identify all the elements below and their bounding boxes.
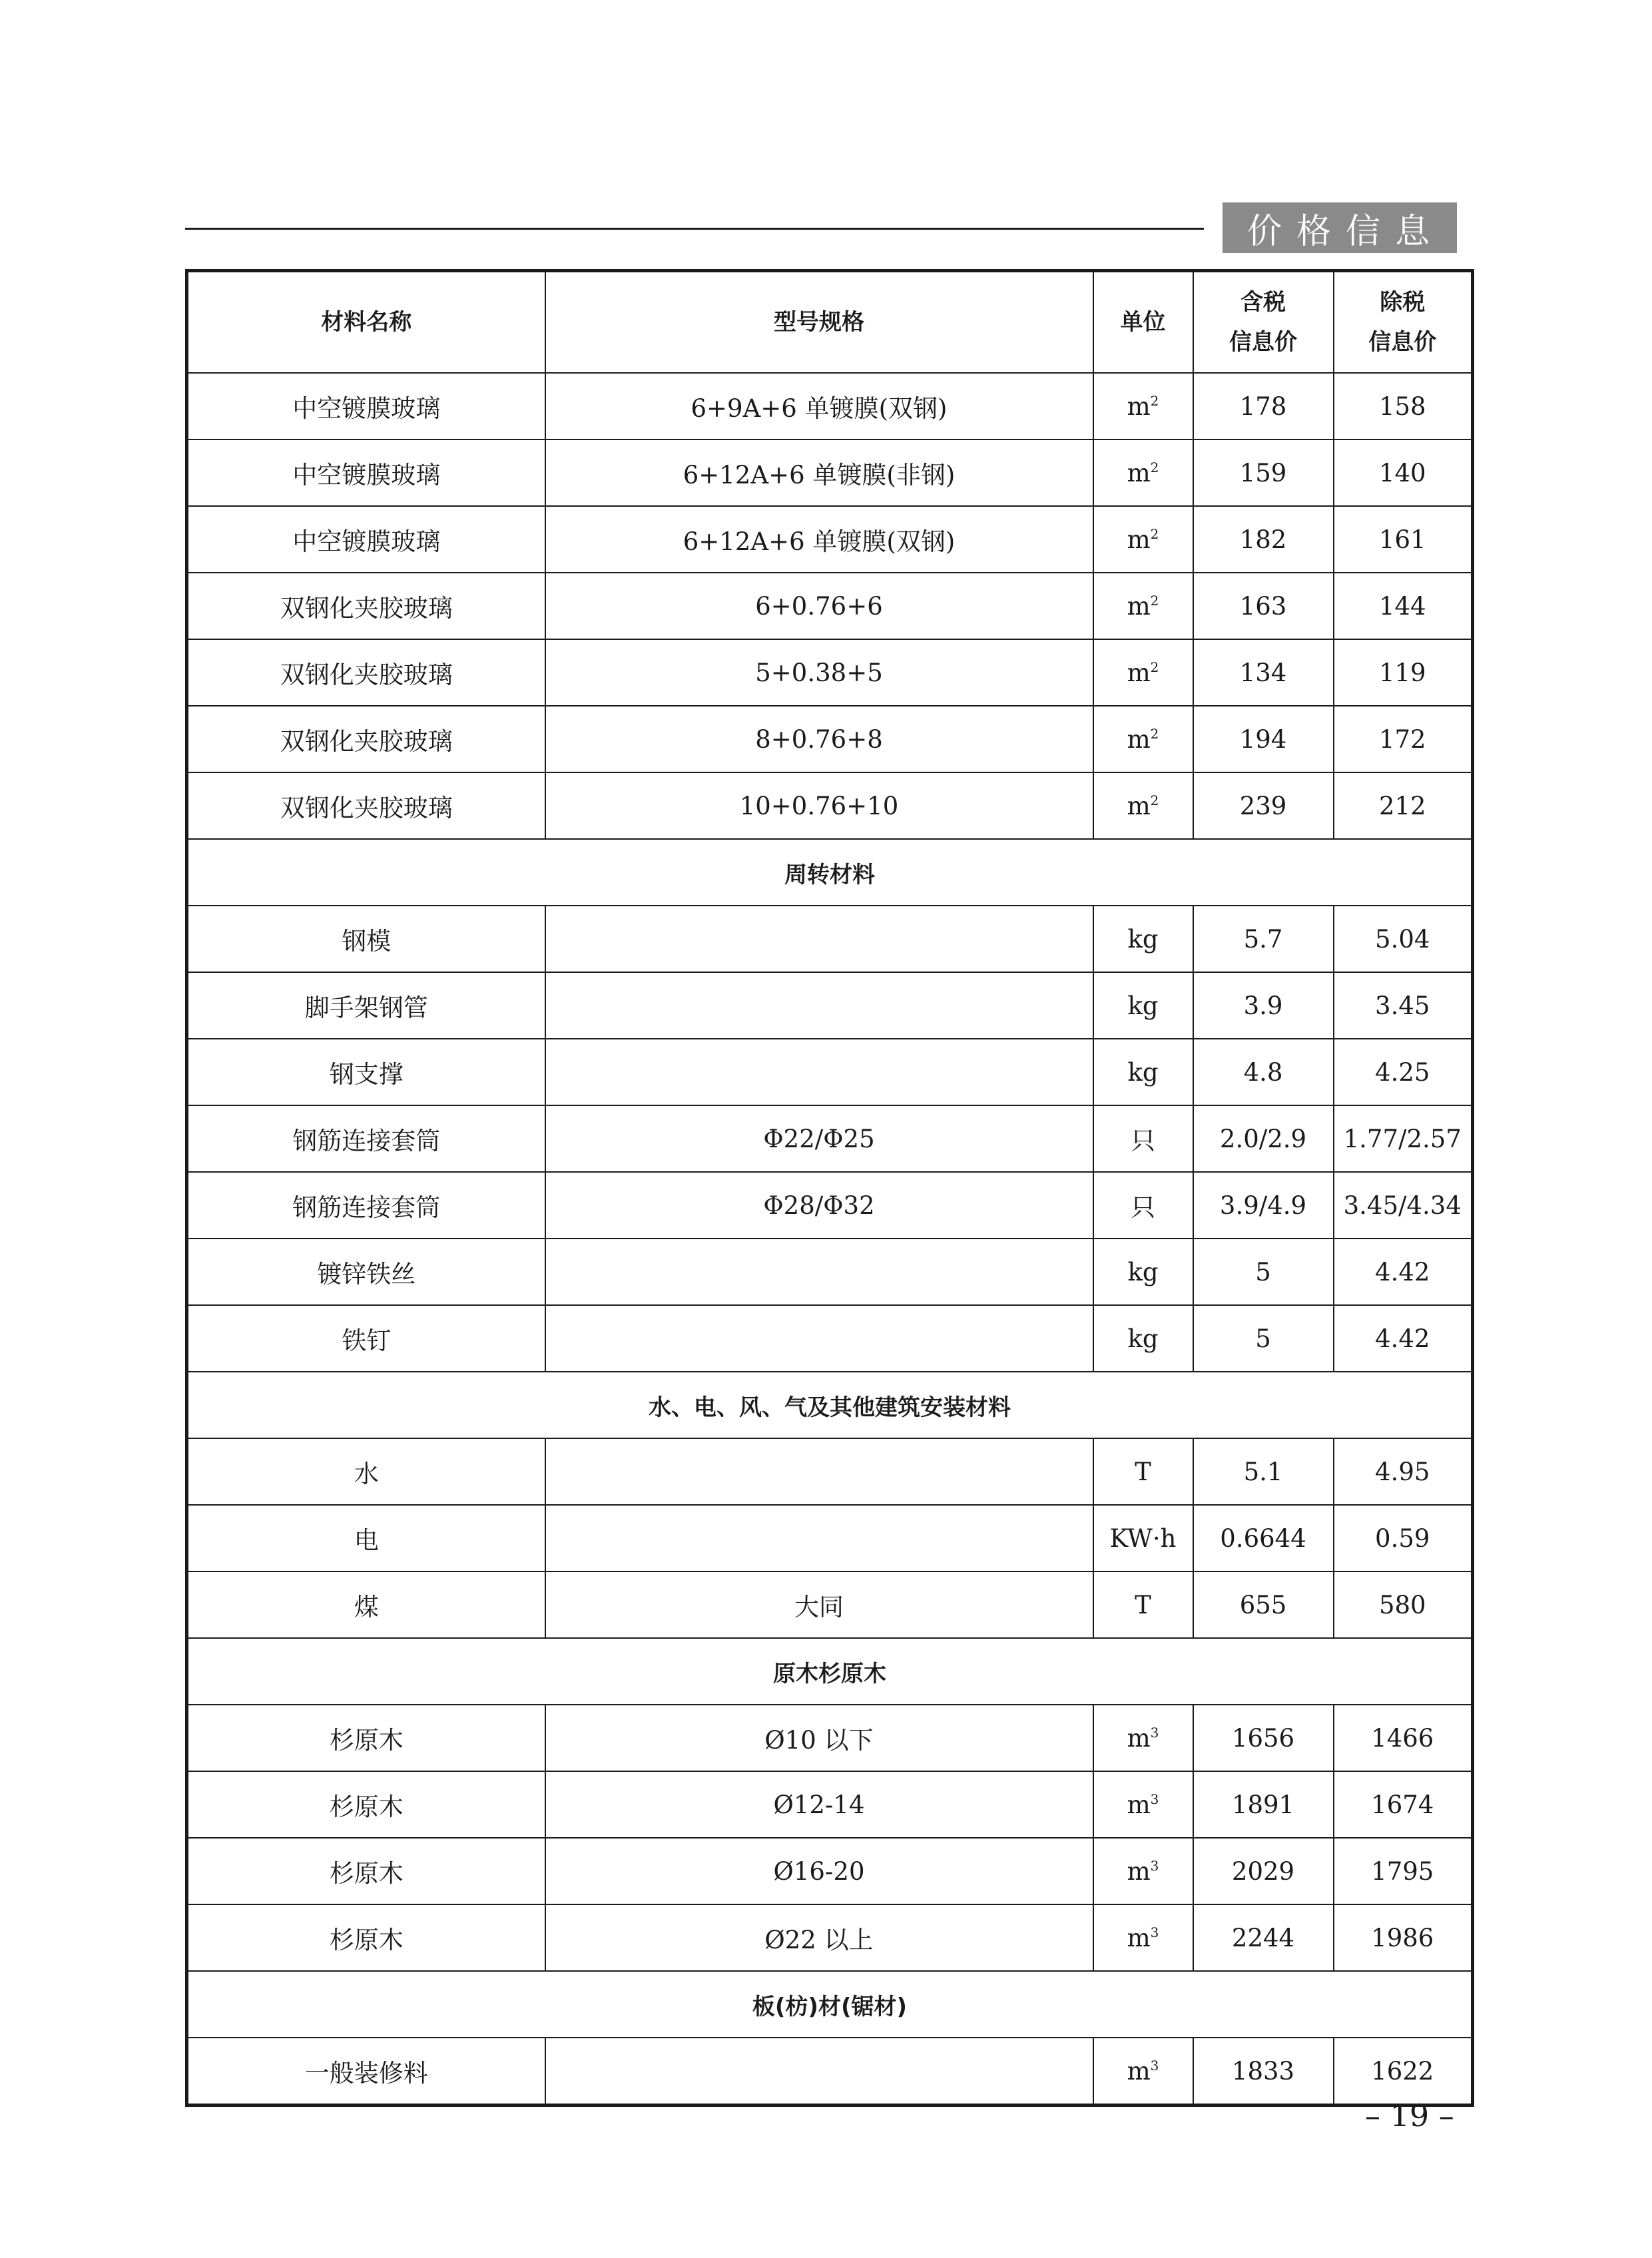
unit-base: kg (1127, 1257, 1159, 1286)
section-header-row (187, 839, 1473, 906)
tax-included-price-cell: 1833 (1193, 2038, 1334, 2106)
table-row (187, 772, 1473, 839)
table-row (187, 373, 1473, 439)
unit-cell (1093, 1771, 1193, 1838)
tax-included-price-cell: 5 (1193, 1305, 1334, 1372)
section-title: 水、电、风、气及其他建筑安装材料 (187, 1372, 1473, 1438)
section-header-row (187, 1971, 1473, 2038)
tax-included-price-cell: 159 (1193, 439, 1334, 506)
unit-cell (1093, 972, 1193, 1039)
spec-cell (545, 1239, 1093, 1305)
table-row (187, 1039, 1473, 1105)
tax-included-price-cell: 5 (1193, 1239, 1334, 1305)
tax-excluded-price-cell: 4.42 (1334, 1305, 1473, 1372)
unit-base: m (1127, 392, 1151, 421)
table-row (187, 506, 1473, 573)
table-row (187, 1771, 1473, 1838)
spec-cell (545, 1438, 1093, 1505)
col-header-spec: 型号规格 (545, 271, 1093, 374)
unit-base: m (1127, 1856, 1151, 1886)
tax-excluded-price-cell: 1.77/2.57 (1334, 1105, 1473, 1172)
unit-cell (1093, 1904, 1193, 1971)
unit-base: m (1127, 658, 1151, 687)
unit-cell (1093, 1172, 1193, 1239)
table-row (187, 1172, 1473, 1239)
unit-exponent: 2 (1150, 459, 1159, 475)
col-header-tax-included-line1: 含税 (1240, 289, 1286, 316)
unit-exponent: 2 (1150, 392, 1159, 409)
material-name-cell: 铁钉 (187, 1305, 545, 1372)
table-row (187, 1571, 1473, 1638)
table-header-row (187, 271, 1473, 374)
unit-cell (1093, 1571, 1193, 1638)
unit-exponent: 3 (1150, 1724, 1159, 1741)
table-row (187, 1705, 1473, 1771)
price-table (185, 269, 1474, 2107)
unit-base: T (1135, 1457, 1151, 1486)
tax-excluded-price-cell: 3.45/4.34 (1334, 1172, 1473, 1239)
table-row (187, 1105, 1473, 1172)
unit-base: kg (1127, 1324, 1159, 1353)
unit-base: KW·h (1109, 1524, 1177, 1553)
tax-included-price-cell: 163 (1193, 573, 1334, 639)
unit-cell (1093, 2038, 1193, 2106)
unit-base: m (1127, 791, 1151, 820)
tax-included-price-cell: 5.7 (1193, 906, 1334, 972)
spec-cell: 6+9A+6 单镀膜(双钢) (545, 373, 1093, 439)
table-row (187, 906, 1473, 972)
col-header-name: 材料名称 (187, 271, 545, 374)
spec-cell: Φ28/Φ32 (545, 1172, 1093, 1239)
spec-cell: 6+0.76+6 (545, 573, 1093, 639)
header-rule (185, 228, 1204, 230)
tax-included-price-cell: 5.1 (1193, 1438, 1334, 1505)
tax-included-price-cell: 2244 (1193, 1904, 1334, 1971)
material-name-cell: 双钢化夹胶玻璃 (187, 772, 545, 839)
unit-cell (1093, 1705, 1193, 1771)
tax-excluded-price-cell: 4.95 (1334, 1438, 1473, 1505)
tax-excluded-price-cell: 158 (1334, 373, 1473, 439)
material-name-cell: 煤 (187, 1571, 545, 1638)
unit-exponent: 2 (1150, 525, 1159, 542)
unit-cell (1093, 1305, 1193, 1372)
col-header-tax-excluded-line2: 信息价 (1368, 329, 1437, 356)
section-title: 板(枋)材(锯材) (187, 1971, 1473, 2038)
tax-included-price-cell: 194 (1193, 706, 1334, 772)
unit-exponent: 3 (1150, 1857, 1159, 1874)
material-name-cell: 中空镀膜玻璃 (187, 373, 545, 439)
unit-cell (1093, 1105, 1193, 1172)
table-row (187, 1838, 1473, 1904)
material-name-cell: 钢模 (187, 906, 545, 972)
unit-base: m (1127, 591, 1151, 621)
tax-included-price-cell: 2.0/2.9 (1193, 1105, 1334, 1172)
material-name-cell: 镀锌铁丝 (187, 1239, 545, 1305)
tax-included-price-cell: 178 (1193, 373, 1334, 439)
tax-excluded-price-cell: 1674 (1334, 1771, 1473, 1838)
tax-included-price-cell: 1656 (1193, 1705, 1334, 1771)
unit-base: kg (1127, 924, 1159, 954)
spec-cell (545, 1305, 1093, 1372)
section-badge: 价格信息 (1223, 202, 1457, 253)
spec-cell: 10+0.76+10 (545, 772, 1093, 839)
section-header-row (187, 1638, 1473, 1705)
unit-cell (1093, 373, 1193, 439)
spec-cell: 大同 (545, 1571, 1093, 1638)
material-name-cell: 电 (187, 1505, 545, 1571)
tax-excluded-price-cell: 172 (1334, 706, 1473, 772)
material-name-cell: 杉原木 (187, 1705, 545, 1771)
material-name-cell: 中空镀膜玻璃 (187, 439, 545, 506)
unit-cell (1093, 1838, 1193, 1904)
unit-cell (1093, 1505, 1193, 1571)
unit-exponent: 3 (1150, 1791, 1159, 1807)
table-row (187, 972, 1473, 1039)
material-name-cell: 钢筋连接套筒 (187, 1105, 545, 1172)
col-header-tax-excluded-line1: 除税 (1380, 289, 1426, 316)
table-row (187, 1505, 1473, 1571)
unit-base: 只 (1131, 1193, 1155, 1222)
material-name-cell: 杉原木 (187, 1838, 545, 1904)
spec-cell: Ø16-20 (545, 1838, 1093, 1904)
unit-cell (1093, 772, 1193, 839)
unit-cell (1093, 439, 1193, 506)
tax-excluded-price-cell: 144 (1334, 573, 1473, 639)
unit-cell (1093, 506, 1193, 573)
spec-cell (545, 972, 1093, 1039)
tax-included-price-cell: 3.9/4.9 (1193, 1172, 1334, 1239)
material-name-cell: 杉原木 (187, 1771, 545, 1838)
unit-cell (1093, 706, 1193, 772)
tax-excluded-price-cell: 1795 (1334, 1838, 1473, 1904)
material-name-cell: 一般装修料 (187, 2038, 545, 2106)
material-name-cell: 双钢化夹胶玻璃 (187, 639, 545, 706)
col-header-tax-excluded (1334, 271, 1473, 374)
spec-cell: Ø10 以下 (545, 1705, 1093, 1771)
unit-base: 只 (1131, 1127, 1155, 1155)
tax-excluded-price-cell: 580 (1334, 1571, 1473, 1638)
unit-cell (1093, 573, 1193, 639)
unit-base: m (1127, 525, 1151, 554)
spec-cell: 6+12A+6 单镀膜(非钢) (545, 439, 1093, 506)
material-name-cell: 钢支撑 (187, 1039, 545, 1105)
unit-base: kg (1127, 991, 1159, 1020)
tax-included-price-cell: 182 (1193, 506, 1334, 573)
unit-cell (1093, 1438, 1193, 1505)
col-header-tax-included (1193, 271, 1334, 374)
tax-excluded-price-cell: 119 (1334, 639, 1473, 706)
unit-exponent: 2 (1150, 659, 1159, 675)
tax-included-price-cell: 134 (1193, 639, 1334, 706)
unit-base: m (1127, 1723, 1151, 1753)
material-name-cell: 中空镀膜玻璃 (187, 506, 545, 573)
spec-cell: Φ22/Φ25 (545, 1105, 1093, 1172)
unit-base: m (1127, 2056, 1151, 2086)
table-row (187, 439, 1473, 506)
unit-cell (1093, 639, 1193, 706)
table-row (187, 1904, 1473, 1971)
table-row (187, 1305, 1473, 1372)
table-row (187, 1438, 1473, 1505)
unit-cell (1093, 1239, 1193, 1305)
spec-cell: 8+0.76+8 (545, 706, 1093, 772)
spec-cell: Ø22 以上 (545, 1904, 1093, 1971)
page-number: – 19 – (1365, 2098, 1454, 2133)
tax-included-price-cell: 2029 (1193, 1838, 1334, 1904)
unit-base: m (1127, 724, 1151, 754)
spec-cell: 5+0.38+5 (545, 639, 1093, 706)
table-row (187, 639, 1473, 706)
unit-base: m (1127, 1923, 1151, 1952)
table-row (187, 2038, 1473, 2106)
spec-cell: Ø12-14 (545, 1771, 1093, 1838)
tax-included-price-cell: 655 (1193, 1571, 1334, 1638)
tax-included-price-cell: 1891 (1193, 1771, 1334, 1838)
unit-exponent: 2 (1150, 592, 1159, 609)
tax-excluded-price-cell: 4.42 (1334, 1239, 1473, 1305)
section-title: 原木杉原木 (187, 1638, 1473, 1705)
spec-cell (545, 1039, 1093, 1105)
unit-cell (1093, 1039, 1193, 1105)
tax-excluded-price-cell: 3.45 (1334, 972, 1473, 1039)
spec-cell (545, 1505, 1093, 1571)
tax-included-price-cell: 3.9 (1193, 972, 1334, 1039)
material-name-cell: 脚手架钢管 (187, 972, 545, 1039)
unit-exponent: 3 (1150, 1924, 1159, 1940)
material-name-cell: 钢筋连接套筒 (187, 1172, 545, 1239)
section-header-row (187, 1372, 1473, 1438)
tax-excluded-price-cell: 5.04 (1334, 906, 1473, 972)
table-row (187, 573, 1473, 639)
table-body (187, 373, 1473, 2106)
unit-exponent: 2 (1150, 792, 1159, 808)
col-header-unit: 单位 (1093, 271, 1193, 374)
unit-base: kg (1127, 1057, 1159, 1087)
tax-included-price-cell: 239 (1193, 772, 1334, 839)
unit-exponent: 3 (1150, 2057, 1159, 2074)
unit-cell (1093, 906, 1193, 972)
material-name-cell: 水 (187, 1438, 545, 1505)
table-row (187, 1239, 1473, 1305)
unit-base: m (1127, 458, 1151, 487)
tax-excluded-price-cell: 140 (1334, 439, 1473, 506)
spec-cell (545, 2038, 1093, 2106)
unit-base: T (1135, 1590, 1151, 1619)
tax-excluded-price-cell: 1466 (1334, 1705, 1473, 1771)
spec-cell (545, 906, 1093, 972)
tax-excluded-price-cell: 1622 (1334, 2038, 1473, 2106)
material-name-cell: 杉原木 (187, 1904, 545, 1971)
material-name-cell: 双钢化夹胶玻璃 (187, 706, 545, 772)
unit-exponent: 2 (1150, 725, 1159, 742)
tax-excluded-price-cell: 1986 (1334, 1904, 1473, 1971)
col-header-tax-included-line2: 信息价 (1229, 329, 1297, 356)
material-name-cell: 双钢化夹胶玻璃 (187, 573, 545, 639)
tax-excluded-price-cell: 0.59 (1334, 1505, 1473, 1571)
tax-excluded-price-cell: 161 (1334, 506, 1473, 573)
tax-excluded-price-cell: 212 (1334, 772, 1473, 839)
tax-included-price-cell: 0.6644 (1193, 1505, 1334, 1571)
section-title: 周转材料 (187, 839, 1473, 906)
tax-included-price-cell: 4.8 (1193, 1039, 1334, 1105)
spec-cell: 6+12A+6 单镀膜(双钢) (545, 506, 1093, 573)
unit-base: m (1127, 1790, 1151, 1819)
table-row (187, 706, 1473, 772)
tax-excluded-price-cell: 4.25 (1334, 1039, 1473, 1105)
